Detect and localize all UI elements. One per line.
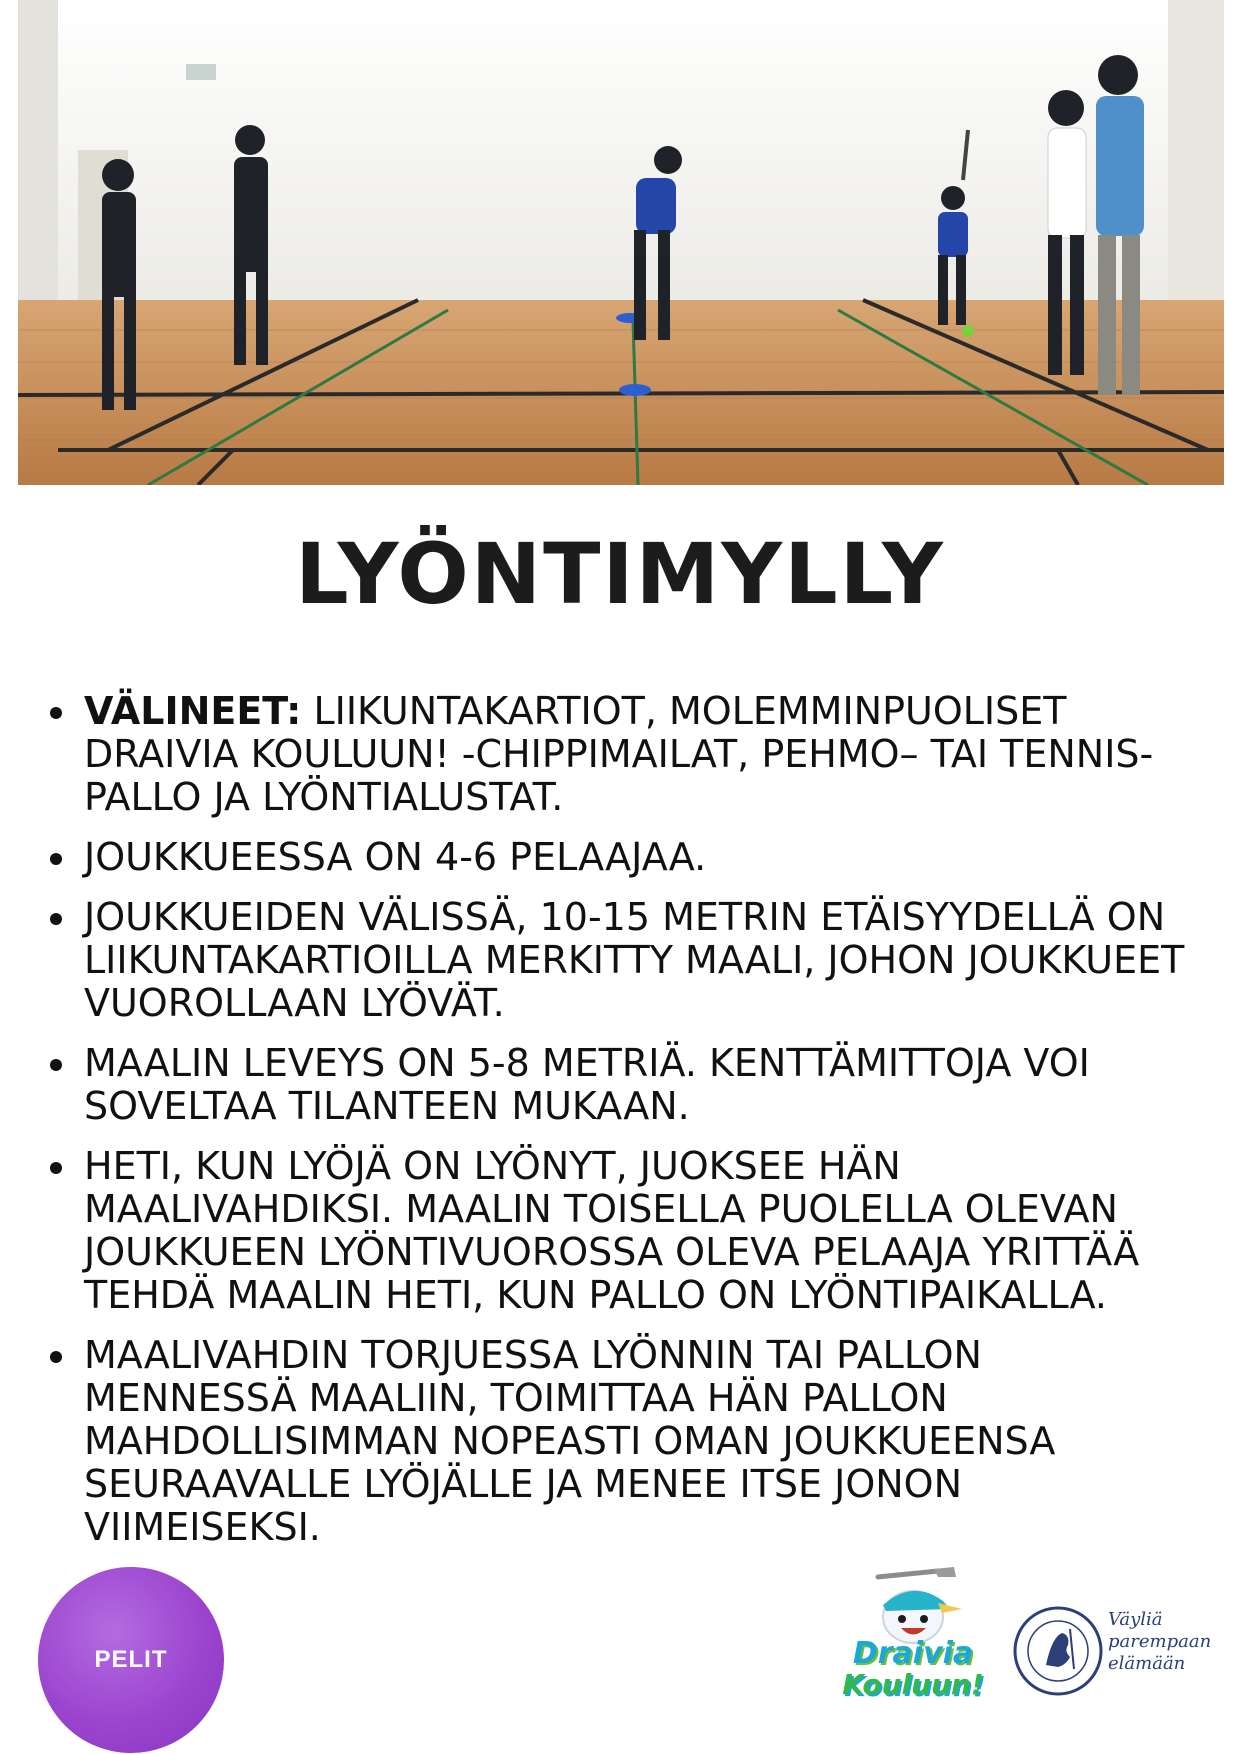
list-item-text: JOUKKUEESSA ON 4-6 PELAAJAA. [84,835,707,879]
gym-hall-golf-game-photo-icon [18,0,1224,485]
list-item [44,690,1204,819]
slogan-line: parempaan [1108,1631,1212,1652]
suomen-golfliitto-logo [1012,1605,1232,1705]
slogan-line: elämään [1108,1653,1186,1674]
category-badge-label: PELIT [94,1646,168,1673]
kouluun-logo-text: Kouluun! [842,1668,984,1701]
list-item-text: MAALIVAHDIN TORJUESSA LYÖNNIN TAI PALLON MENNESSÄ MAALIIN, TOIMITTAA HÄN PALLON MAHDOLLISIMMAN NOPEASTI OMAN JOUKKUEENSA SEURAAVALLE LYÖJÄLLE JA MENEE ITSE JONON VIIMEISEKSI. [84,1333,1056,1549]
draivia-logo-text: Draivia [852,1636,974,1671]
list-item-lead: VÄLINEET: [84,689,302,733]
list-item [44,1145,1204,1317]
page-title: LYÖNTIMYLLY [295,525,945,623]
category-badge [38,1567,224,1753]
golfliitto-seal-icon [1012,1605,1104,1697]
slogan-line: Väyliä [1108,1609,1163,1630]
draivia-kouluun-logo [838,1565,988,1715]
list-item [44,896,1204,1025]
list-item-text: HETI, KUN LYÖJÄ ON LYÖNYT, JUOKSEE HÄN MAALIVAHDIKSI. MAALIN TOISELLA PUOLELLA OLEVAN JOUKKUEEN LYÖNTIVUOROSSA OLEVA PELAAJA YRITTÄÄ TEHDÄ MAALIN HETI, KUN PALLO ON LYÖNTIPAIKALLA. [84,1144,1140,1317]
header-photo [18,0,1224,485]
list-item [44,836,1204,879]
list-item-text: JOUKKUEIDEN VÄLISSÄ, 10-15 METRIN ETÄISYYDELLÄ ON LIIKUNTAKARTIOILLA MERKITTY MAALI, JOHON JOUKKUEET VUOROLLAAN LYÖVÄT. [84,895,1185,1025]
golfliitto-slogan [1108,1609,1232,1675]
list-item [44,1334,1204,1549]
list-item [44,1042,1204,1128]
rules-list [44,690,1204,1566]
list-item-text: LIIKUNTAKARTIOT, MOLEMMINPUOLISET DRAIVIA KOULUUN! -CHIPPIMAILAT, PEHMO– TAI TENNIS-PALLO JA LYÖNTIALUSTAT. [84,689,1154,819]
golf-ball-mascot-icon [838,1565,988,1645]
list-item-text: MAALIN LEVEYS ON 5-8 METRIÄ. KENTTÄMITTOJA VOI SOVELTAA TILANTEEN MUKAAN. [84,1041,1090,1128]
